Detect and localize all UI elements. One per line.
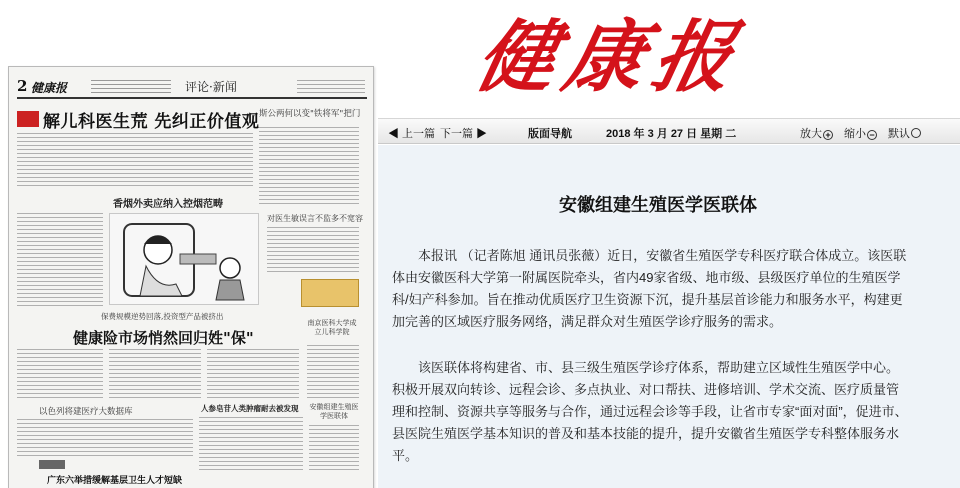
newspaper-text-block bbox=[307, 345, 359, 399]
newspaper-page-scan[interactable] bbox=[8, 66, 374, 488]
page-navigation-link[interactable]: 版面导航 bbox=[528, 128, 572, 140]
zoom-default-label: 默认 bbox=[888, 128, 910, 140]
article-panel bbox=[378, 145, 960, 488]
newspaper-text-block bbox=[17, 349, 103, 399]
newspaper-headline-3[interactable]: 健康险市场悄然回归姓"保" bbox=[73, 329, 254, 347]
zoom-in-label: 放大 bbox=[800, 128, 822, 140]
minus-circle-icon: − bbox=[867, 130, 877, 140]
newspaper-headline-4b[interactable]: 人参皂苷人类肿瘤耐去被发现 bbox=[201, 404, 299, 413]
newspaper-text-block bbox=[17, 133, 253, 189]
newspaper-page-number: 2 bbox=[17, 77, 28, 95]
newspaper-headline-1[interactable]: 解儿科医生荒 先纠正价值观 bbox=[43, 112, 260, 132]
zoom-in-button[interactable] bbox=[800, 125, 833, 141]
newspaper-text-block bbox=[309, 425, 359, 473]
newspaper-headline-5[interactable]: 广东六举措缓解基层卫生人才短缺 bbox=[47, 476, 183, 486]
logo bbox=[468, 6, 768, 110]
article-paragraph-1: 本报讯 （记者陈旭 通讯员张薇）近日，安徽省生殖医学专科医疗联合体成立。该医联体由安徽医科大学第一附属医院牵头，省内49家省级、地市级、县级医疗单位的生殖医学科/妇产科参加。旨在推动优质医疗卫生资源下沉，提升基层首诊能力和服务水平，构建更加完善的区域医疗服务网络，满足群众对生殖医学诊疗服务的需求。 bbox=[392, 248, 907, 329]
zoom-out-label: 缩小 bbox=[844, 128, 866, 140]
zoom-default-button[interactable] bbox=[888, 125, 921, 141]
newspaper-red-tag bbox=[17, 111, 39, 127]
newspaper-meta-block bbox=[91, 80, 171, 94]
newspaper-header bbox=[17, 77, 367, 99]
newspaper-headline-3-sub[interactable]: 保费规模逆势回落,投资型产品被挤出 bbox=[101, 312, 224, 321]
next-article-link[interactable]: 下一篇 ▶ bbox=[440, 128, 488, 140]
article-paragraph-2: 该医联体将构建省、市、县三级生殖医学诊疗体系，帮助建立区域性生殖医学中心。积极开展双向转诊、远程会诊、多点执业、对口帮扶、进修培训、学术交流、医疗质量管理和控制、资源共享等服务与合作，通过远程会诊等手段，让省市专家“面对面”，促进市、县医院生殖医学基本知识的普及和基本技能的提升，提升安徽省生殖医学专科整体服务水平。 bbox=[392, 360, 908, 463]
article-title: 安徽组建生殖医学医联体 bbox=[559, 195, 757, 215]
newspaper-text-block bbox=[267, 227, 359, 275]
newspaper-text-block bbox=[259, 127, 359, 207]
newspaper-text-block bbox=[17, 213, 103, 309]
zoom-out-button[interactable] bbox=[844, 125, 877, 141]
newspaper-section: 评论·新闻 bbox=[185, 80, 237, 94]
newspaper-headline-2[interactable]: 香烟外卖应纳入控烟范畴 bbox=[113, 199, 223, 210]
logo-text: 健康报 bbox=[468, 12, 752, 103]
newspaper-cartoon-image bbox=[109, 213, 259, 305]
newspaper-text-block bbox=[109, 349, 201, 399]
plus-circle-icon: + bbox=[823, 130, 833, 140]
newspaper-text-block bbox=[17, 419, 193, 457]
newspaper-headline-1-side[interactable]: 斯公两何以变"铁将军"把门 bbox=[259, 109, 361, 119]
prev-article-link[interactable]: ◀ 上一篇 bbox=[388, 128, 436, 140]
newspaper-header-right-block bbox=[297, 80, 365, 94]
newspaper-headline-4[interactable]: 以色列将建医疗大数据库 bbox=[39, 407, 133, 417]
newspaper-headline-2-side[interactable]: 对医生敏误言不监多不宽容 bbox=[267, 214, 363, 223]
newspaper-ad-box bbox=[301, 279, 359, 307]
newspaper-headline-4c[interactable]: 安徽组建生殖医学医联体 bbox=[309, 403, 359, 420]
newspaper-text-block bbox=[199, 417, 303, 473]
newspaper-page-name: 健康报 bbox=[31, 81, 68, 95]
article-nav-bar bbox=[378, 118, 960, 144]
newspaper-text-block bbox=[207, 349, 299, 399]
issue-date: 2018 年 3 月 27 日 星期 二 bbox=[606, 128, 737, 140]
default-circle-icon bbox=[911, 128, 921, 138]
newspaper-headline-3-side[interactable]: 南京医科大学成立儿科学院 bbox=[307, 319, 357, 336]
cartoon-illustration-icon bbox=[110, 214, 260, 306]
newspaper-section-tag bbox=[39, 460, 65, 469]
